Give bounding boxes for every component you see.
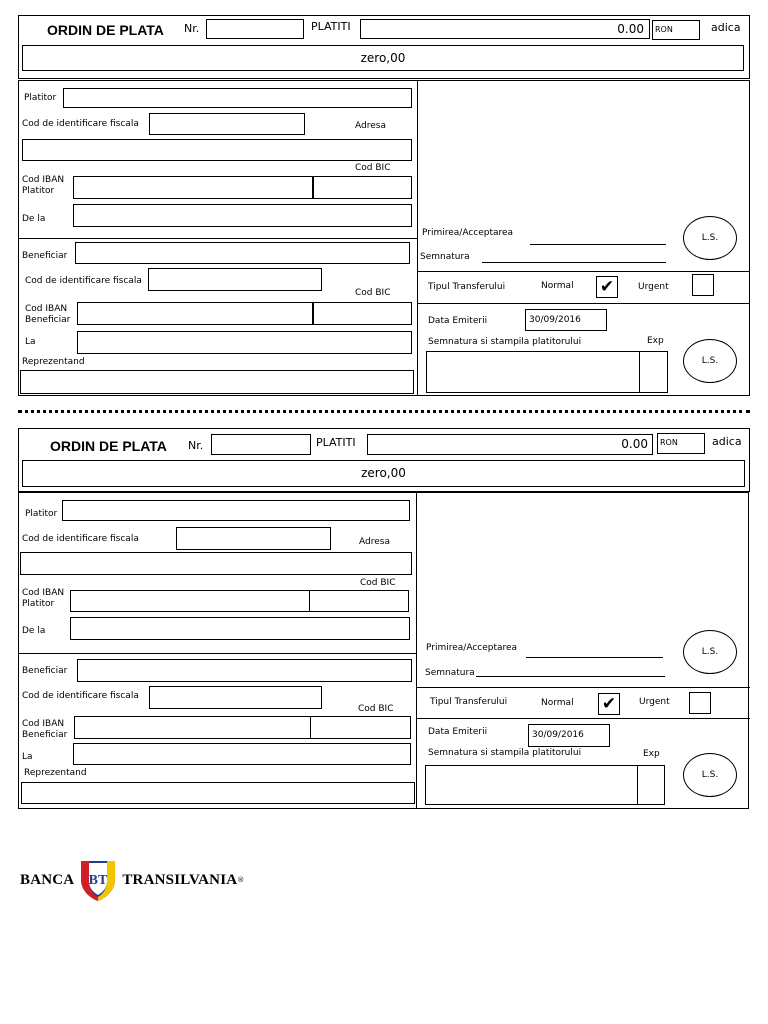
exp-label: Exp [643, 749, 660, 759]
adresa-label: Adresa [359, 537, 390, 547]
ls-seal-circle-2: L.S. [683, 339, 737, 383]
cod-iban-beneficiar-label: Cod IBAN Beneficiar [22, 719, 68, 740]
currency-field[interactable]: RON [657, 433, 705, 454]
platitor-label: Platitor [25, 509, 58, 519]
cod-fiscal-label-beneficiar: Cod de identificare fiscala [25, 276, 142, 286]
ls-seal-circle: L.S. [683, 216, 737, 260]
la-field[interactable] [73, 743, 411, 765]
reprezentand-field[interactable] [21, 782, 415, 804]
tipul-label: Tipul Transferului [430, 697, 508, 707]
cod-bic-label: Cod BIC [360, 578, 396, 588]
semnatura-line [476, 676, 665, 677]
de-la-label: De la [22, 214, 46, 224]
beneficiar-field[interactable] [77, 659, 412, 682]
nr-field[interactable] [211, 434, 311, 455]
cod-iban-platitor-label: Cod IBAN Platitor [22, 588, 65, 609]
cod-fiscal-beneficiar-field[interactable] [149, 686, 322, 709]
beneficiar-label: Beneficiar [22, 251, 68, 261]
cod-bic-beneficiar-field[interactable] [310, 716, 411, 739]
normal-checkbox[interactable]: ✔ [598, 693, 620, 715]
adica-label: adica [712, 435, 742, 448]
cod-iban-beneficiar-label: Cod IBAN Beneficiar [25, 304, 71, 325]
reprezentand-label: Reprezentand [22, 357, 85, 367]
cod-fiscal-field[interactable] [176, 527, 331, 550]
la-label: La [22, 752, 33, 762]
semnatura-label: Semnatura [420, 252, 470, 262]
amount-words-value: zero,00 [360, 51, 406, 65]
platiti-label: PLATITI [311, 20, 351, 33]
cod-fiscal-label: Cod de identificare fiscala [22, 534, 139, 544]
tipul-label: Tipul Transferului [428, 282, 506, 292]
urgent-checkbox[interactable] [689, 692, 711, 714]
adresa-field[interactable] [20, 552, 412, 575]
adica-label: adica [711, 21, 741, 34]
nr-label: Nr. [184, 22, 200, 35]
banca-transilvania-logo [20, 855, 244, 905]
semnatura-stampila-label: Semnatura si stampila platitorului [428, 748, 582, 758]
form-title: ORDIN DE PLATA [50, 438, 167, 454]
exp-field[interactable] [637, 765, 665, 805]
semnatura-label: Semnatura [425, 668, 475, 678]
semnatura-stampila-label: Semnatura si stampila platitorului [428, 337, 582, 347]
transfer-divider-top [416, 687, 750, 688]
cod-bic-label: Cod BIC [355, 163, 391, 173]
data-emiterii-field[interactable]: 30/09/2016 [525, 309, 607, 331]
urgent-label: Urgent [639, 697, 670, 707]
section-divider [18, 653, 416, 654]
amount-words-value: zero,00 [361, 466, 406, 480]
platitor-label: Platitor [24, 93, 57, 103]
currency-field[interactable]: RON [652, 20, 700, 40]
primirea-label: Primirea/Acceptarea [422, 228, 514, 238]
data-emiterii-field[interactable]: 30/09/2016 [528, 724, 610, 747]
exp-label: Exp [647, 336, 664, 346]
platitor-field[interactable] [62, 500, 410, 521]
semnatura-stampila-field[interactable] [425, 765, 638, 805]
cod-fiscal-label: Cod de identificare fiscala [22, 119, 139, 129]
normal-checkbox[interactable]: ✔ [596, 276, 618, 298]
la-label: La [25, 337, 36, 347]
cut-line [18, 410, 750, 413]
nr-label: Nr. [188, 439, 204, 452]
cod-bic-platitor-field[interactable] [309, 590, 409, 612]
urgent-label: Urgent [638, 282, 669, 292]
registered-mark: ® [237, 876, 245, 884]
data-emiterii-label: Data Emiterii [428, 316, 488, 326]
data-emiterii-label: Data Emiterii [428, 727, 488, 737]
cod-bic-label-beneficiar: Cod BIC [355, 288, 391, 298]
cod-iban-beneficiar-field[interactable] [74, 716, 311, 739]
normal-label: Normal [541, 281, 574, 291]
cod-iban-platitor-label: Cod IBAN Platitor [22, 175, 65, 196]
primirea-label: Primirea/Acceptarea [426, 643, 518, 653]
ls-seal-circle-2: L.S. [683, 753, 737, 797]
transfer-divider-bottom [416, 718, 750, 719]
amount-value: 0.00 [621, 437, 648, 451]
platiti-label: PLATITI [316, 436, 356, 449]
bt-shield-icon [78, 857, 118, 903]
amount-value: 0.00 [617, 22, 644, 36]
cod-bic-label-beneficiar: Cod BIC [358, 704, 394, 714]
beneficiar-label: Beneficiar [22, 666, 68, 676]
cod-iban-platitor-field[interactable] [70, 590, 310, 612]
logo-text-left: BANCA [20, 871, 75, 888]
bt-mark-text: BT [89, 873, 108, 888]
de-la-field[interactable] [70, 617, 410, 640]
logo-text-right: TRANSILVANIA [122, 871, 238, 888]
ls-seal-circle: L.S. [683, 630, 737, 674]
cod-fiscal-label-beneficiar: Cod de identificare fiscala [22, 691, 139, 701]
primirea-line [526, 657, 663, 658]
normal-label: Normal [541, 698, 574, 708]
adresa-label: Adresa [355, 121, 386, 131]
reprezentand-label: Reprezentand [24, 768, 87, 778]
column-divider [416, 492, 417, 809]
de-la-label: De la [22, 626, 46, 636]
form-title: ORDIN DE PLATA [47, 22, 164, 38]
